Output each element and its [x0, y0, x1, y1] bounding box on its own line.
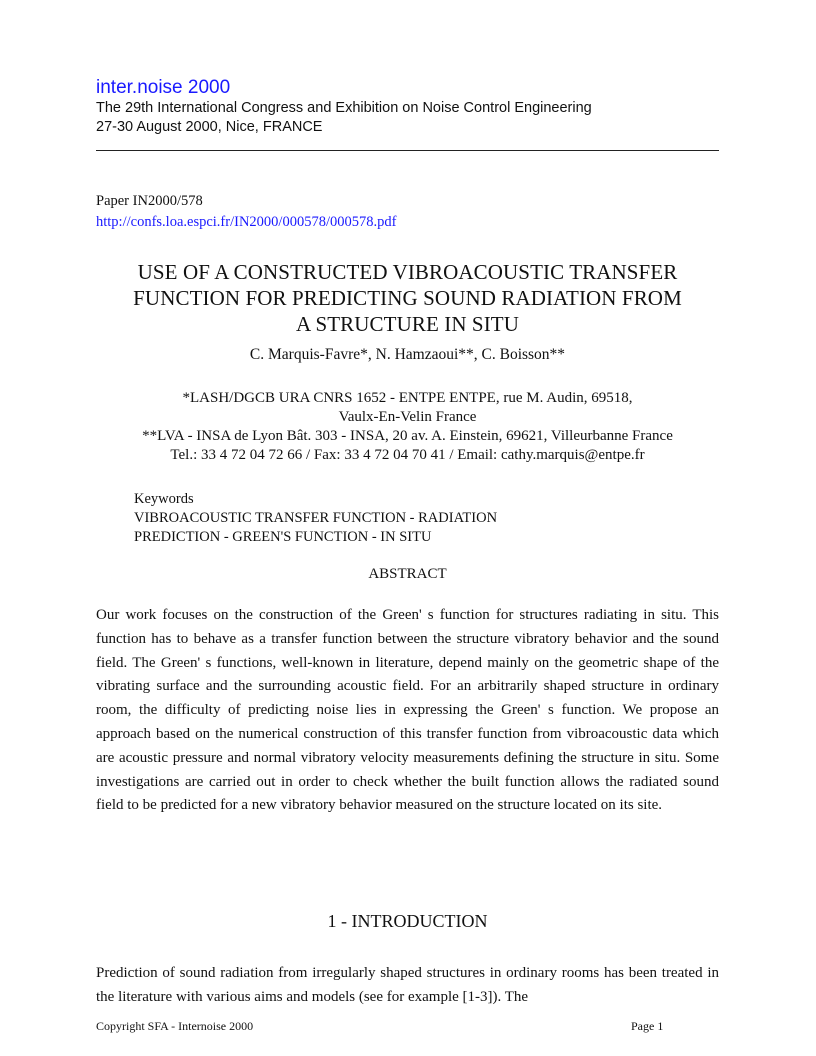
paper-title — [96, 259, 719, 337]
affiliation-line: **LVA - INSA de Lyon Bât. 303 - INSA, 20 av. A. Einstein, 69621, Villeurbanne France — [142, 428, 673, 444]
introduction-text: Prediction of sound radiation from irregularly shaped structures in ordinary rooms has been treated in the literature with various aims and models (see for example [1-3]). The — [96, 965, 719, 1005]
footer-page-number: Page 1 — [631, 1019, 664, 1033]
title-line: A STRUCTURE IN SITU — [296, 312, 519, 336]
conference-full-name: The 29th International Congress and Exhibition on Noise Control Engineering — [96, 100, 592, 116]
affiliation-line: Vaulx-En-Velin France — [338, 409, 477, 425]
footer-copyright: Copyright SFA - Internoise 2000 — [96, 1019, 254, 1033]
affiliation-line: *LASH/DGCB URA CNRS 1652 - ENTPE ENTPE, rue M. Audin, 69518, — [182, 390, 633, 406]
introduction-heading: 1 - INTRODUCTION — [327, 911, 488, 931]
keywords-line: PREDICTION - GREEN'S FUNCTION - IN SITU — [134, 529, 432, 545]
contact-line: Tel.: 33 4 72 04 72 66 / Fax: 33 4 72 04 70 41 / Email: cathy.marquis@entpe.fr — [170, 447, 645, 463]
title-line: FUNCTION FOR PREDICTING SOUND RADIATION FROM — [133, 286, 682, 310]
abstract-heading: ABSTRACT — [368, 566, 447, 582]
paper-id: Paper IN2000/578 — [96, 193, 203, 209]
affiliations — [96, 389, 719, 465]
conference-dates-location: 27-30 August 2000, Nice, FRANCE — [96, 119, 323, 135]
authors: C. Marquis-Favre*, N. Hamzaoui**, C. Boisson** — [249, 346, 566, 363]
keywords-line: VIBROACOUSTIC TRANSFER FUNCTION - RADIATION — [134, 510, 498, 526]
keywords-label: Keywords — [134, 491, 194, 507]
header-divider — [96, 150, 719, 151]
paper-url-link[interactable]: http://confs.loa.espci.fr/IN2000/000578/000578.pdf — [96, 214, 397, 230]
keywords-block — [134, 490, 497, 547]
abstract-text: Our work focuses on the construction of the Green' s function for structures radiating in situ. This function has to behave as a transfer function between the structure vibratory behavior and the sound field. The Green' s functions, well-known in literature, depend mainly on the geometric shape of the vibrating surface and the surrounding acoustic field. For an arbitrarily shaped structure in ordinary room, the difficulty of predicting noise lies in expressing the Green' s function. We propose an approach based on the numerical construction of this transfer function from vibroacoustic data which are acoustic pressure and normal vibratory velocity measurements defining the structure in situ. Some investigations are carried out in order to check whether the built function allows the radiated sound field to be predicted for a new vibratory behavior measured on the structure located on its site. — [96, 607, 719, 814]
conference-name: inter.noise 2000 — [96, 77, 231, 98]
title-line: USE OF A CONSTRUCTED VIBROACOUSTIC TRANSFER — [137, 260, 678, 284]
